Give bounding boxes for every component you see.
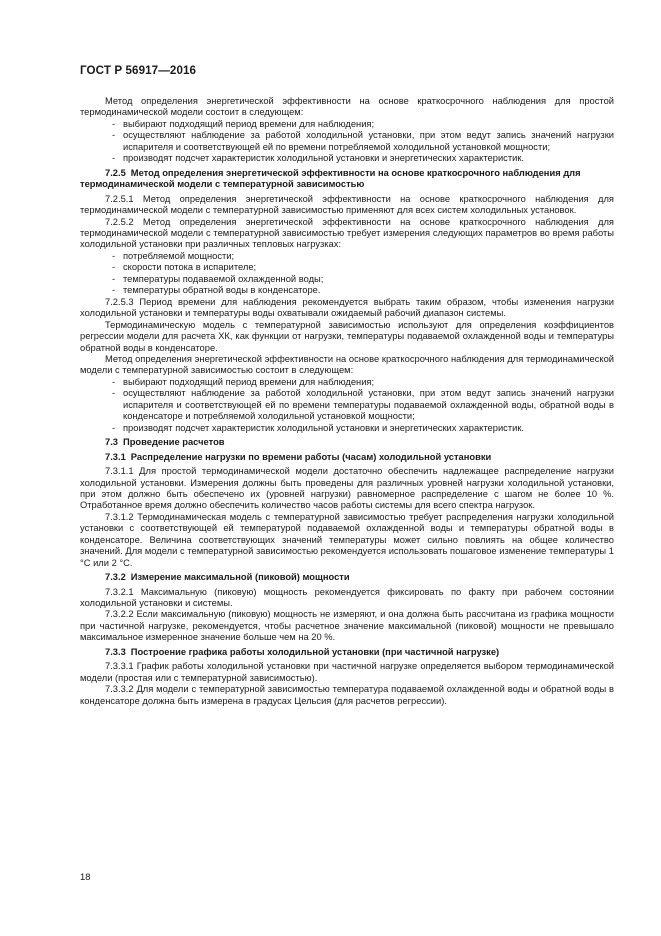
list-item: - производят подсчет характеристик холодильной установки и энергетических характеристик. — [112, 153, 525, 164]
list-item: - потребляемой мощности; — [112, 250, 235, 261]
standard-header: ГОСТ Р 56917—2016 — [80, 64, 197, 77]
list-marker: - — [112, 285, 116, 296]
list-item: - выбирают подходящий период времени для наблюдения; — [112, 376, 375, 387]
list-item: - температуры обратной воды в конденсаторе. — [112, 285, 321, 296]
list-item: - осуществляют наблюдение за работой холодильной установки, при этом ведут запись значений нагрузки испарителя и соответствующей ей по времени потребляемой холодильной установкой мощности; — [112, 130, 614, 152]
paragraph: Метод определения энергетической эффективности на основе краткосрочного наблюдения для простой термодинамической модели состоит в следующем: — [80, 96, 614, 118]
section-heading-7-2-5: 7.2.5 Метод определения энергетической эффективности на основе краткосрочного наблюдения для термодинамической модели с температурной зависимостью — [80, 167, 581, 190]
list-marker: - — [112, 273, 116, 284]
paragraph-7-3-3-1: 7.3.3.1 График работы холодильной установки при частичной нагрузке определяется выбором термодинамической модели (простая или с температурной зависимостью). — [80, 661, 614, 683]
paragraph-7-3-3-2: 7.3.3.2 Для модели с температурной зависимостью температура подаваемой охлажденной воды и обратной воды в конденсаторе должна быть измерена в градусах Цельсия (для расчетов регрессии). — [80, 684, 614, 706]
list-item: - производят подсчет характеристик холодильной установки и энергетических характеристик. — [112, 422, 525, 433]
section-heading-7-3-1: 7.3.1 Распределение нагрузки по времени работы (часам) холодильной установки — [105, 451, 492, 462]
list-marker: - — [112, 422, 116, 433]
list-item: - выбирают подходящий период времени для наблюдения; — [112, 118, 375, 129]
list-item: - скорости потока в испарителе; — [112, 262, 257, 273]
document-body — [80, 96, 614, 707]
paragraph-7-3-1-1: 7.3.1.1 Для простой термодинамической модели достаточно обеспечить надлежащее распределение нагрузки холодильной установки. Измерения должны быть проведены для различных уровней нагрузки холодильной установки, при этом должно быть обеспечено их (уровней нагрузки) равномерное распределение с шагом не более 10 %. Отработанное время должно обеспечить количество часов работы системы для всего спектра нагрузок. — [80, 466, 614, 511]
paragraph-7-3-2-1: 7.3.2.1 Максимальную (пиковую) мощность рекомендуется фиксировать по факту при рабочем состоянии холодильной установки и системы. — [80, 586, 614, 609]
section-heading-7-3-2: 7.3.2 Измерение максимальной (пиковой) мощности — [105, 572, 350, 583]
list-marker: - — [112, 262, 116, 273]
paragraph: Метод определения энергетической эффективности на основе краткосрочного наблюдения для термодинамической модели с температурной зависимостью состоит в следующем: — [80, 353, 614, 376]
list-item: - температуры подаваемой охлажденной воды; — [112, 273, 324, 284]
list-marker: - — [112, 376, 116, 387]
paragraph-7-3-1-2: 7.3.1.2 Термодинамическая модель с температурной зависимостью требует распределения нагрузки холодильной установки с соответствующей ей температурой подаваемой охлажденной воды и температуры обратной воды в конденсаторе. Величина соответствующих значений температуры может сильно повлиять на общее количество значений. Для модели с температурной зависимостью рекомендуется использовать пошаговое изменение температуры 1 °С или 2 °С. — [80, 511, 614, 568]
list-item: - осуществляют наблюдение за работой холодильной установки, при этом ведут запись значений нагрузки испарителя и соответствующей ей по времени температуры подаваемой охлажденной воды, обратной воды в конденсаторе и потребляемой холодильной установкой мощности; — [112, 388, 614, 422]
paragraph-7-2-5-2: 7.2.5.2 Метод определения энергетической эффективности на основе краткосрочного наблюдения для термодинамической модели с температурной зависимостью требует измерения следующих параметров во время работы холодильной установки при различных тепловых нагрузках: — [80, 216, 614, 250]
list-marker: - — [112, 153, 116, 164]
list-marker: - — [112, 130, 116, 141]
list-marker: - — [112, 250, 116, 261]
paragraph-7-3-2-2: 7.3.2.2 Если максимальную (пиковую) мощность не измеряют, и она должна быть рассчитана из графика мощности при частичной нагрузке, рекомендуется, чтобы расчетное значение максимальной (пиковой) мощности не превышало максимальное измеренное значение больше чем на 20 %. — [80, 609, 614, 643]
section-heading-7-3-3: 7.3.3 Построение графика работы холодильной установки (при частичной нагрузке) — [105, 646, 500, 657]
page-number: 18 — [80, 872, 91, 882]
list-marker: - — [112, 388, 116, 399]
paragraph-7-2-5-3: 7.2.5.3 Период времени для наблюдения рекомендуется выбрать таким образом, чтобы изменения нагрузки холодильной установки и температуры воды охватывали ожидаемый рабочий диапазон системы. — [80, 296, 614, 319]
section-heading-7-3: 7.3 Проведение расчетов — [105, 437, 225, 448]
list-marker: - — [112, 118, 116, 129]
paragraph: Термодинамическую модель с температурной зависимостью используют для определения коэффициентов регрессии модели для расчета ХК, как функции от нагрузки, температуры подаваемой охлажденной воды и температуры обратной воды в конденсаторе. — [80, 319, 614, 353]
paragraph-7-2-5-1: 7.2.5.1 Метод определения энергетической эффективности на основе краткосрочного наблюдения для термодинамической модели с температурной зависимостью применяют для всех систем холодильных установок. — [80, 193, 614, 216]
